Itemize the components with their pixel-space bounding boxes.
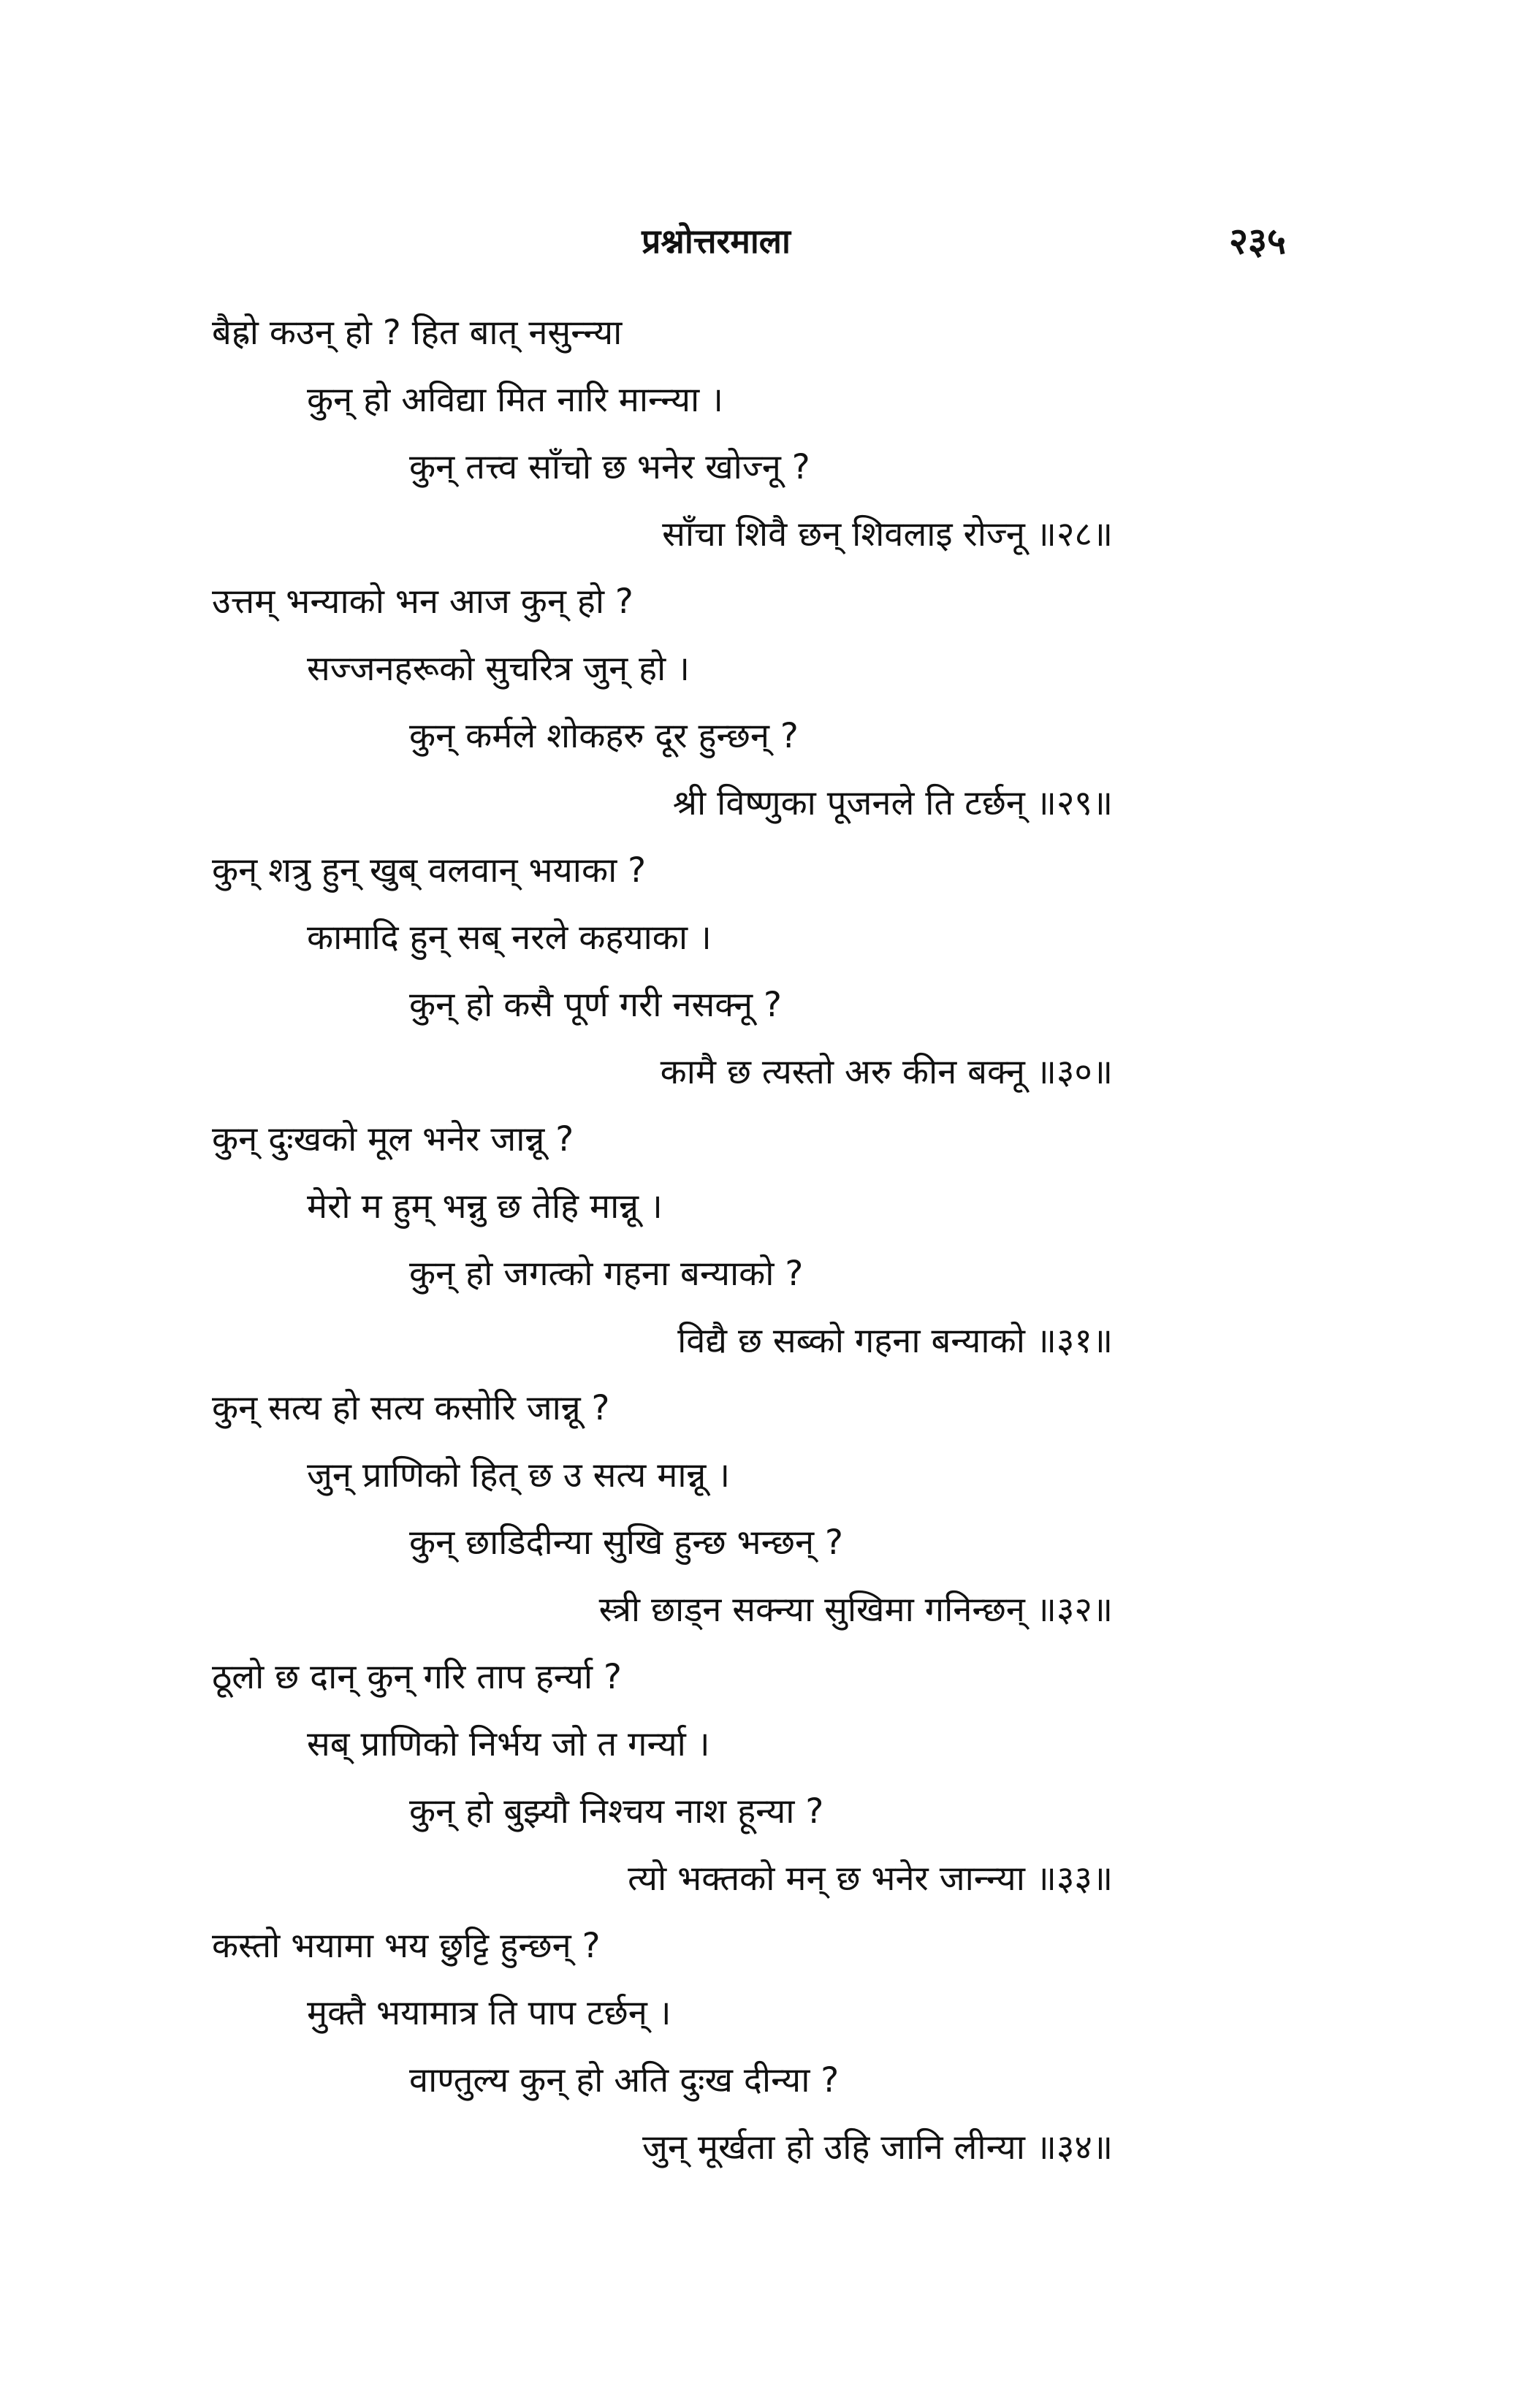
verse-line: ठूलो छ दान् कुन् गरि ताप हर्न्या ? xyxy=(212,1657,622,1697)
verse-line-numbered: साँचा शिवै छन् शिवलाइ रोज्नू ॥२८॥ xyxy=(662,514,1113,555)
verse-line: कुन् हो जगत्को गहना बन्याको ? xyxy=(409,1254,804,1294)
verse-line: कुन् सत्य हो सत्य कसोरि जान्नू ? xyxy=(212,1388,610,1428)
verse-line-numbered: स्त्री छाड्न सक्न्या सुखिमा गनिन्छन् ॥३२॥ xyxy=(598,1590,1113,1630)
verse-line: सज्जनहरूको सुचरित्र जुन् हो । xyxy=(307,649,690,689)
stanza-32 xyxy=(0,1375,1522,1644)
stanza-31 xyxy=(0,1106,1522,1375)
stanza-29 xyxy=(0,568,1522,837)
verse-line: कुन् छाडिदीन्या सुखि हुन्छ भन्छन् ? xyxy=(409,1523,843,1563)
verse-line: कुन् दुःखको मूल भनेर जान्नू ? xyxy=(212,1119,574,1159)
verse-line-numbered: विद्यै छ सब्को गहना बन्याको ॥३१॥ xyxy=(677,1321,1113,1361)
verse-block xyxy=(0,300,1522,2182)
verse-line: कुन् हो कसै पूर्ण गरी नसक्नू ? xyxy=(409,985,782,1025)
verse-line: कुन् कर्मले शोकहरु दूर हुन्छन् ? xyxy=(409,716,799,756)
running-header xyxy=(0,212,1522,270)
verse-line: वाण्तुल्य कुन् हो अति दुःख दीन्या ? xyxy=(409,2060,840,2100)
stanza-33 xyxy=(0,1644,1522,1913)
verse-line: कुन् हो अविद्या मित नारि मान्न्या । xyxy=(307,380,723,420)
verse-line: कुन् तत्त्व साँचो छ भनेर खोज्नू ? xyxy=(409,447,810,487)
verse-line-numbered: त्यो भक्तको मन् छ भनेर जान्न्या ॥३३॥ xyxy=(628,1859,1113,1899)
stanza-28 xyxy=(0,300,1522,568)
verse-line: बैह्रो कउन् हो ? हित बात् नसुन्न्या xyxy=(212,313,623,353)
verse-line: जुन् प्राणिको हित् छ उ सत्य मान्नू । xyxy=(307,1455,731,1496)
verse-line-numbered: जुन् मूर्खता हो उहि जानि लीन्या ॥३४॥ xyxy=(642,2127,1113,2168)
verse-line: सब् प्राणिको निर्भय जो त गर्न्या । xyxy=(307,1724,710,1764)
running-title: प्रश्नोत्तरमाला xyxy=(642,221,791,261)
verse-line: कस्तो भयामा भय छुट्टि हुन्छन् ? xyxy=(212,1926,601,1966)
verse-line: उत्तम् भन्याको भन आज कुन् हो ? xyxy=(212,582,633,622)
verse-line: कुन् शत्रु हुन् खुब् वलवान् भयाका ? xyxy=(212,850,647,891)
verse-line: मुक्तै भयामात्र ति पाप टर्छन् । xyxy=(307,1993,671,2033)
verse-line-numbered: कामै छ त्यस्तो अरु कीन बक्नू ॥३०॥ xyxy=(660,1052,1113,1092)
verse-line: कामादि हुन् सब् नरले कहयाका । xyxy=(307,918,712,958)
stanza-30 xyxy=(0,837,1522,1106)
verse-line-numbered: श्री विष्णुका पूजनले ति टर्छन् ॥२९॥ xyxy=(672,783,1113,823)
page-number: २३५ xyxy=(1229,220,1286,262)
stanza-34 xyxy=(0,1913,1522,2182)
verse-line: कुन् हो बुझ्यौ निश्चय नाश हून्या ? xyxy=(409,1791,824,1832)
verse-line: मेरो म हुम् भन्नु छ तेहि मान्नू । xyxy=(307,1186,663,1227)
